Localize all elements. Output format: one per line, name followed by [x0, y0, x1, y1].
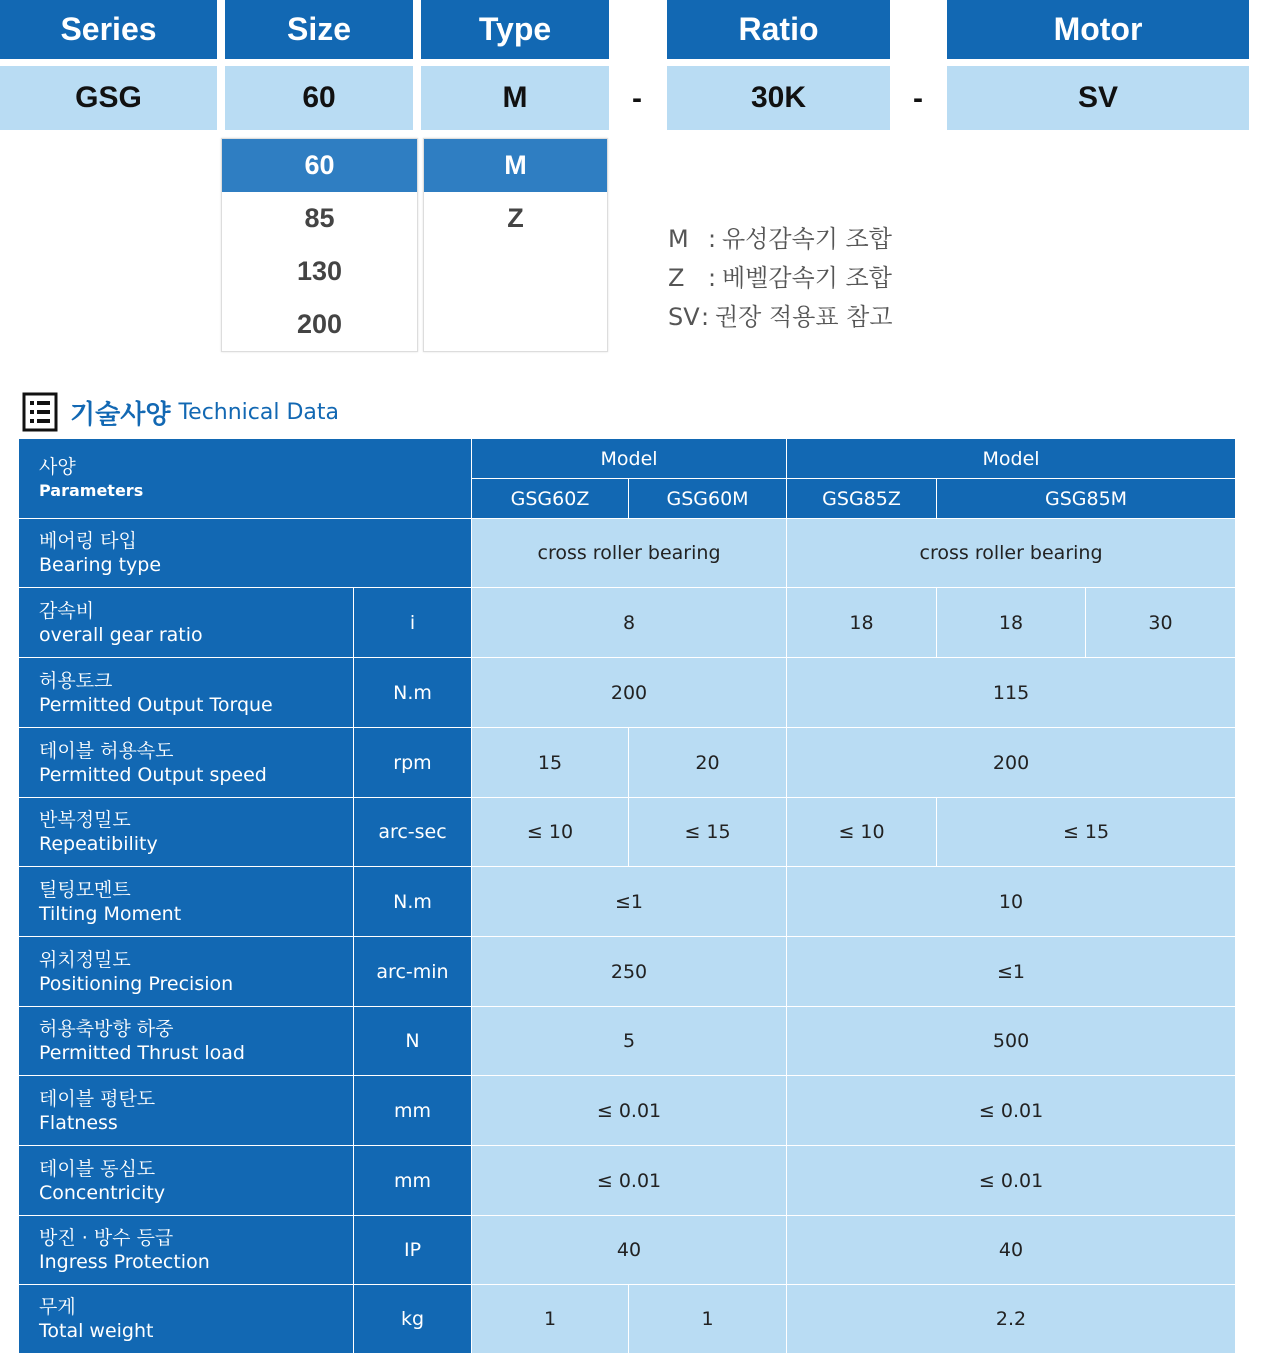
param-en: Concentricity — [39, 1181, 166, 1204]
param-ko: 테이블 허용속도 — [39, 739, 174, 762]
table-cell: 20 — [629, 728, 787, 798]
table-cell: 200 — [472, 658, 787, 728]
param-en: Total weight — [39, 1320, 154, 1342]
type-options-list — [423, 138, 608, 352]
param-en: Permitted Thrust load — [39, 1042, 245, 1064]
param-en: Tilting Moment — [39, 902, 182, 925]
section-title-ko: 기술사양 — [70, 399, 171, 430]
table-row — [19, 1216, 1236, 1285]
param-ko: 방진 · 방수 등급 — [39, 1227, 174, 1249]
section-title — [22, 392, 339, 432]
legend-row — [668, 298, 893, 337]
table-cell: ≤1 — [472, 867, 787, 937]
param-ko: 반복정밀도 — [39, 809, 131, 831]
table-cell: ≤ 10 — [787, 798, 937, 867]
size-value[interactable]: 60 — [225, 66, 413, 130]
legend-code: SV — [668, 303, 700, 331]
legend-sep: : — [708, 264, 717, 292]
motor-header: Motor — [947, 0, 1249, 59]
model-header: Model — [787, 439, 1236, 479]
code-legend — [668, 220, 893, 337]
table-row — [19, 937, 1236, 1007]
size-option[interactable]: 85 — [304, 203, 335, 233]
param-header-en: Parameters — [39, 480, 144, 500]
legend-desc: 유성감속기 조합 — [722, 225, 892, 253]
param-en: Permitted Output speed — [39, 763, 267, 786]
param-label — [19, 1285, 354, 1354]
table-row — [19, 1285, 1236, 1354]
legend-sep: : — [701, 303, 710, 331]
table-cell: ≤ 0.01 — [787, 1146, 1236, 1216]
model-name: GSG60Z — [472, 479, 629, 519]
param-label — [19, 1216, 354, 1285]
separator-dash: - — [632, 82, 642, 115]
ratio-value[interactable]: 30K — [667, 66, 890, 130]
spec-list-icon — [22, 392, 58, 432]
param-ko: 허용축방향 하중 — [39, 1018, 174, 1040]
table-cell: 15 — [472, 728, 629, 798]
table-cell: 1 — [472, 1285, 629, 1354]
param-unit: i — [354, 588, 472, 658]
param-label — [19, 867, 354, 937]
param-unit: kg — [354, 1285, 472, 1354]
param-label — [19, 519, 472, 588]
param-ko: 틸팅모멘트 — [39, 878, 131, 901]
param-ko: 감속비 — [39, 599, 95, 622]
legend-code: Z — [668, 264, 685, 292]
technical-data-table — [18, 438, 1236, 1354]
table-cell: 1 — [629, 1285, 787, 1354]
type-option[interactable]: M — [424, 139, 607, 192]
model-header: Model — [472, 439, 787, 479]
table-row — [19, 728, 1236, 798]
table-cell: ≤ 15 — [937, 798, 1236, 867]
table-cell: 18 — [937, 588, 1086, 658]
param-unit: mm — [354, 1146, 472, 1216]
table-cell: cross roller bearing — [787, 519, 1236, 588]
param-en: Positioning Precision — [39, 972, 234, 995]
table-cell: 30 — [1086, 588, 1236, 658]
separator-dash: - — [913, 82, 923, 115]
param-en: Ingress Protection — [39, 1251, 210, 1273]
legend-row — [668, 259, 893, 298]
table-cell: 500 — [787, 1007, 1236, 1076]
param-unit: arc-min — [354, 937, 472, 1007]
table-cell: 200 — [787, 728, 1236, 798]
table-cell: ≤ 0.01 — [787, 1076, 1236, 1146]
size-option[interactable]: 200 — [296, 309, 343, 339]
table-cell: 8 — [472, 588, 787, 658]
table-row — [19, 658, 1236, 728]
table-cell: 10 — [787, 867, 1236, 937]
param-unit: rpm — [354, 728, 472, 798]
legend-code: M — [668, 225, 689, 253]
table-cell: ≤ 10 — [472, 798, 629, 867]
param-unit: mm — [354, 1076, 472, 1146]
size-options-list — [221, 138, 418, 352]
ratio-header: Ratio — [667, 0, 890, 59]
series-header: Series — [0, 0, 217, 59]
size-header: Size — [225, 0, 413, 59]
legend-row — [668, 220, 893, 259]
table-cell: cross roller bearing — [472, 519, 787, 588]
param-en: Permitted Output Torque — [39, 693, 273, 716]
type-value[interactable]: M — [421, 66, 609, 130]
table-cell: 40 — [472, 1216, 787, 1285]
size-option[interactable]: 130 — [296, 256, 343, 286]
table-cell: 2.2 — [787, 1285, 1236, 1354]
param-en: Bearing type — [39, 554, 162, 576]
param-ko: 베어링 타입 — [39, 530, 137, 552]
type-option[interactable]: Z — [507, 203, 524, 233]
table-cell: ≤ 0.01 — [472, 1146, 787, 1216]
param-label — [19, 937, 354, 1007]
legend-desc: 베벨감속기 조합 — [722, 264, 892, 292]
param-unit: N.m — [354, 867, 472, 937]
param-ko: 무게 — [39, 1296, 76, 1318]
table-row — [19, 798, 1236, 867]
motor-value[interactable]: SV — [947, 66, 1249, 130]
table-row — [19, 519, 1236, 588]
table-cell: ≤ 0.01 — [472, 1076, 787, 1146]
param-label — [19, 1007, 354, 1076]
table-cell: ≤1 — [787, 937, 1236, 1007]
param-label — [19, 1076, 354, 1146]
param-header-ko: 사양 — [39, 455, 76, 478]
table-cell: 5 — [472, 1007, 787, 1076]
model-name: GSG85M — [937, 479, 1236, 519]
legend-sep: : — [708, 225, 717, 253]
series-value: GSG — [0, 66, 217, 130]
param-ko: 허용토크 — [39, 669, 113, 692]
param-unit: arc-sec — [354, 798, 472, 867]
param-en: overall gear ratio — [39, 623, 203, 646]
table-row — [19, 867, 1236, 937]
param-ko: 테이블 동심도 — [39, 1157, 156, 1180]
param-ko: 테이블 평탄도 — [39, 1087, 156, 1110]
param-label — [19, 658, 354, 728]
section-title-en: Technical Data — [178, 399, 340, 425]
table-cell: ≤ 15 — [629, 798, 787, 867]
table-cell: 40 — [787, 1216, 1236, 1285]
param-unit: IP — [354, 1216, 472, 1285]
table-cell: 115 — [787, 658, 1236, 728]
table-cell: 18 — [787, 588, 937, 658]
param-ko: 위치정밀도 — [39, 948, 131, 971]
size-option[interactable]: 60 — [222, 139, 417, 192]
table-row — [19, 1146, 1236, 1216]
table-cell: 250 — [472, 937, 787, 1007]
type-header: Type — [421, 0, 609, 59]
param-unit: N — [354, 1007, 472, 1076]
param-header-cell — [19, 439, 472, 519]
param-label — [19, 728, 354, 798]
table-row — [19, 1076, 1236, 1146]
model-name: GSG60M — [629, 479, 787, 519]
table-row — [19, 1007, 1236, 1076]
legend-desc: 권장 적용표 참고 — [715, 303, 893, 331]
model-name: GSG85Z — [787, 479, 937, 519]
param-label — [19, 1146, 354, 1216]
param-label — [19, 588, 354, 658]
param-label — [19, 798, 354, 867]
table-row — [19, 588, 1236, 658]
param-unit: N.m — [354, 658, 472, 728]
param-en: Repeatibility — [39, 833, 158, 855]
param-en: Flatness — [39, 1111, 118, 1134]
